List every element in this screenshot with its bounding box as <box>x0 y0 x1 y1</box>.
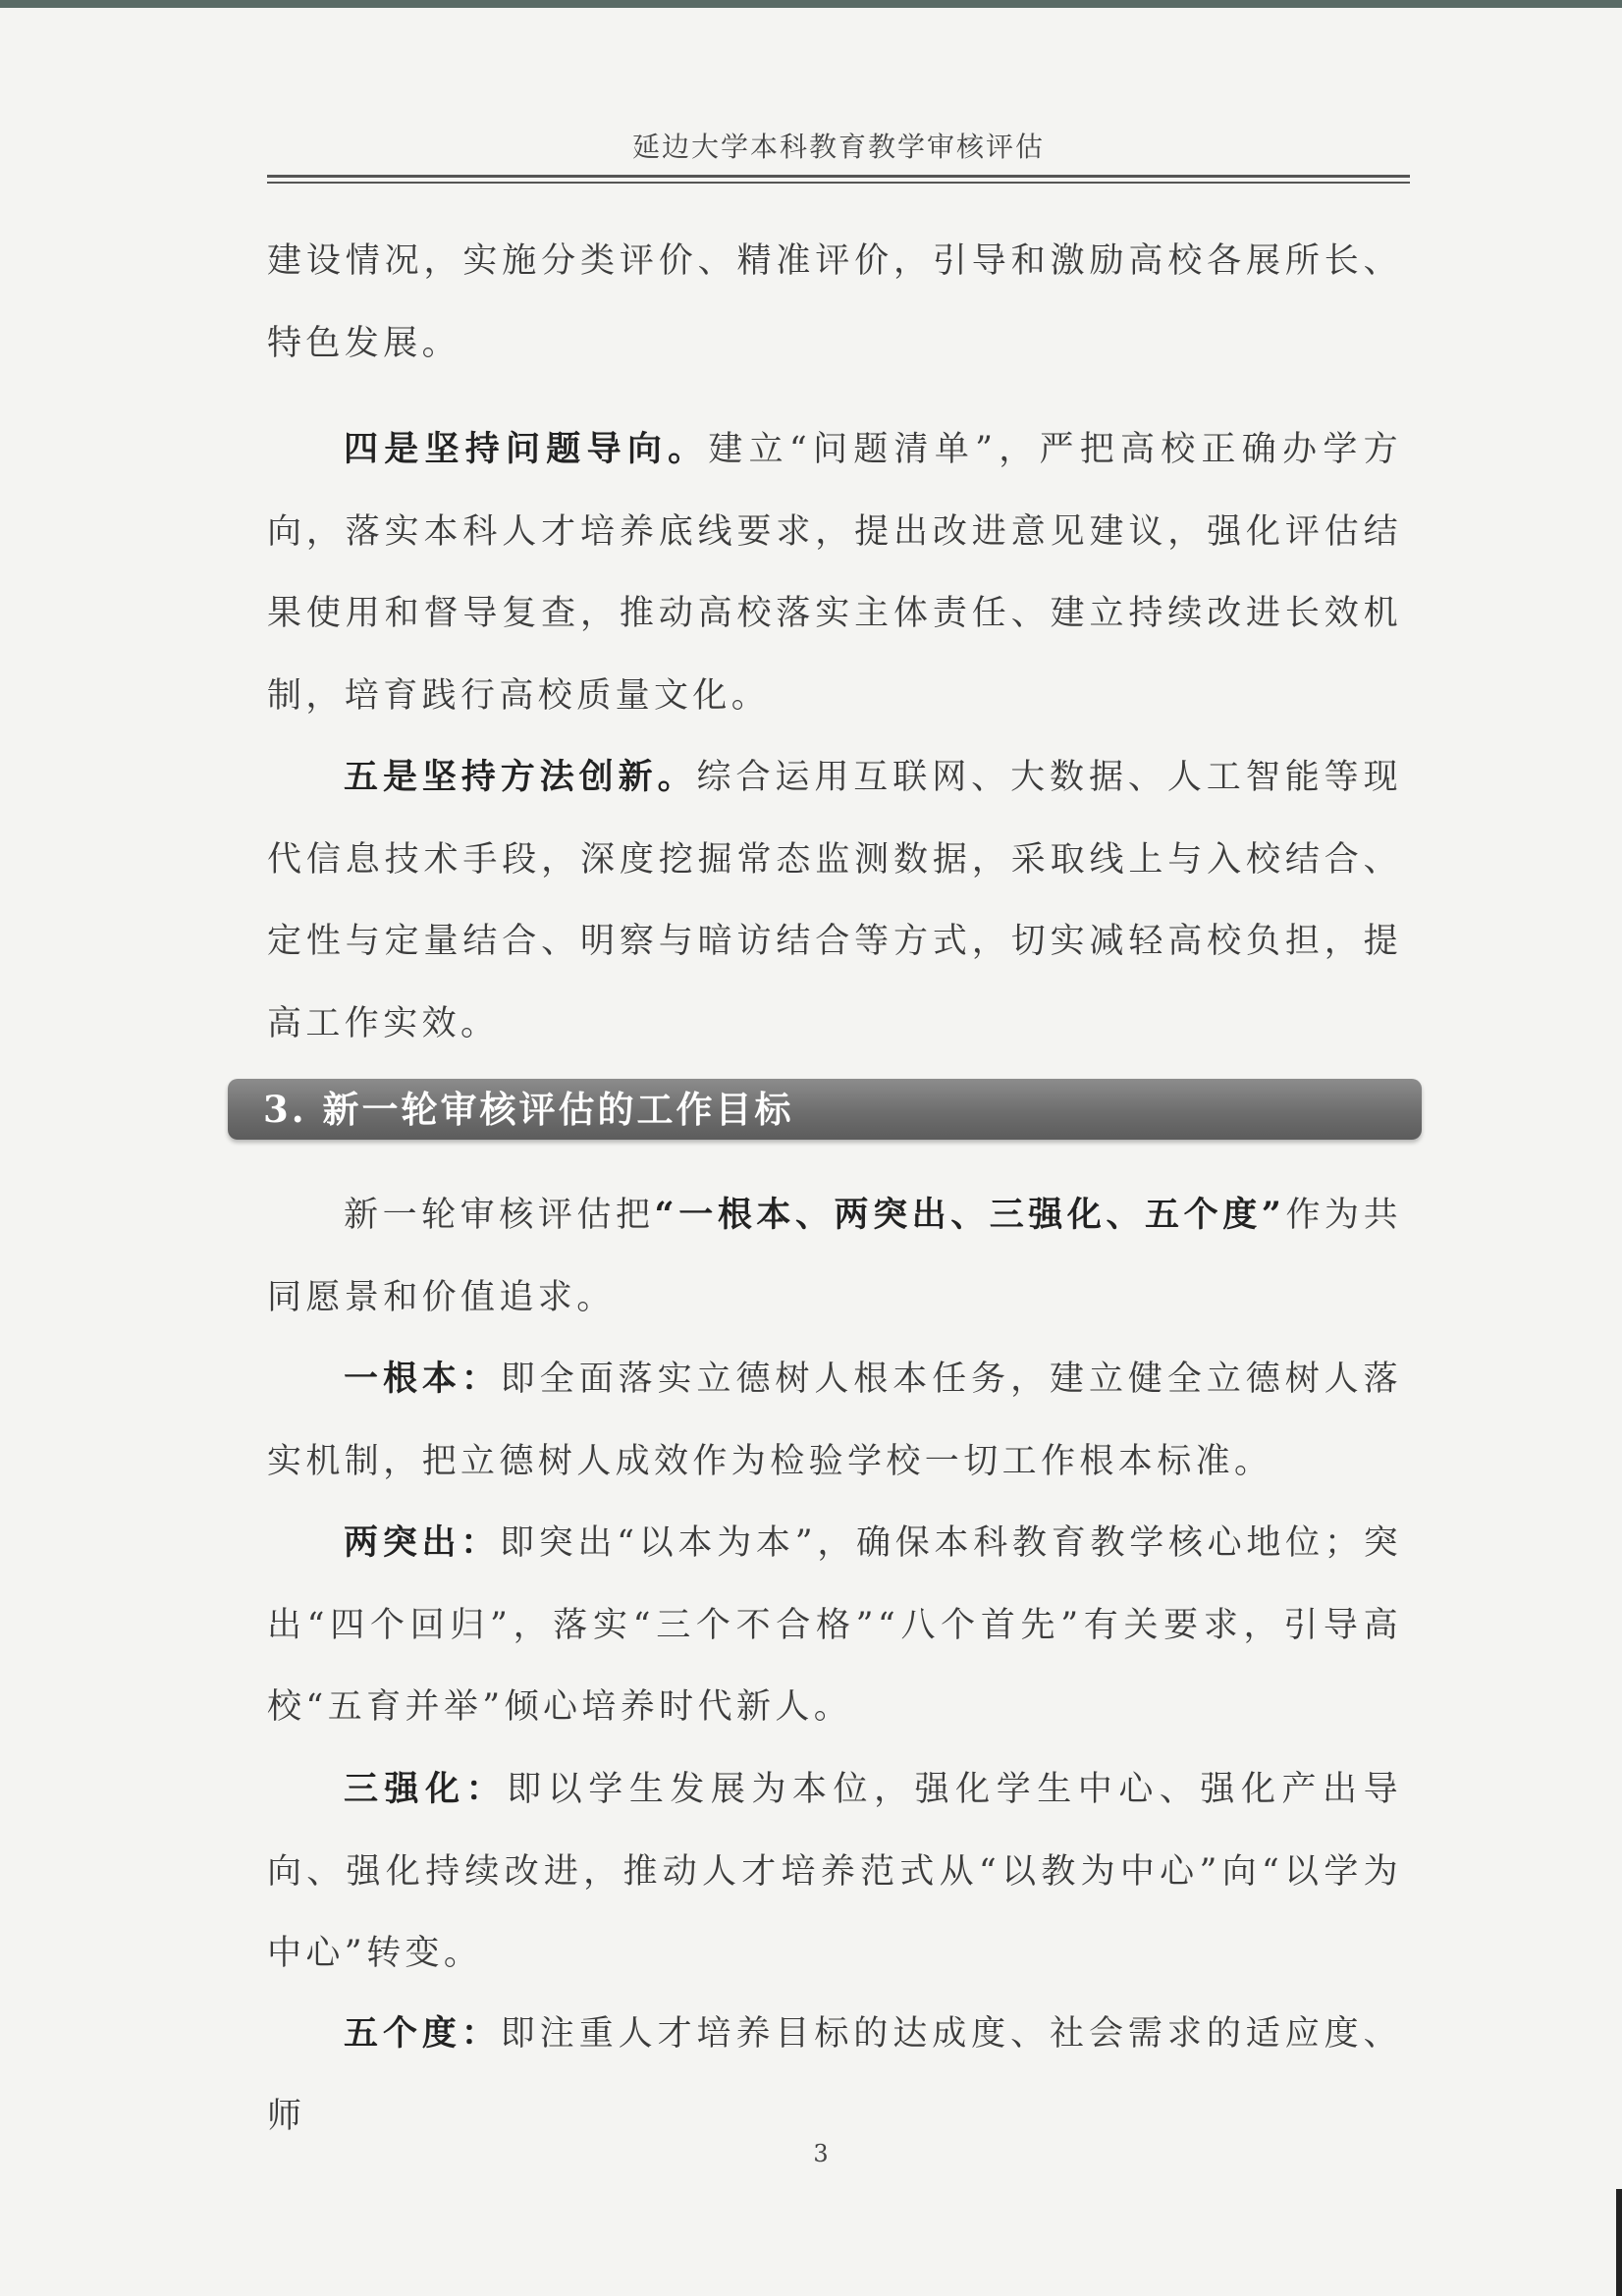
paragraph-lead: 五个度： <box>344 2013 501 2054</box>
paragraph-two-highlights <box>267 1502 1402 1749</box>
paragraph-text: 综合运用互联网、大数据、人工智能等现代信息技术手段，深度挖掘常态监测数据，采取线上与入校结合、定性与定量结合、明察与暗访结合等方式，切实减轻高校负担，提高工作实效。 <box>267 758 1402 1043</box>
paragraph-continuation <box>267 221 1402 385</box>
paragraph-lead: 两突出： <box>344 1522 500 1563</box>
paragraph-one-fundamental <box>267 1338 1402 1503</box>
paragraph-text: 新一轮审核评估把 <box>344 1196 655 1235</box>
page-number: 3 <box>813 2140 829 2167</box>
paragraph-goals-intro <box>267 1174 1402 1339</box>
paragraph-text: 即注重人才培养目标的达成度、社会需求的适应度、师 <box>267 2014 1403 2136</box>
scan-right-edge <box>1616 2189 1622 2296</box>
paragraph-method-innovation <box>267 736 1402 1065</box>
paragraph-text: 建设情况，实施分类评价、精准评价，引导和激励高校各展所长、特色发展。 <box>267 241 1402 363</box>
scan-top-edge <box>0 0 1622 8</box>
paragraph-text: 即突出“以本为本”，确保本科教育教学核心地位；突出“四个回归”，落实“三个不合格”“八个首先”有关要求，引导高校“五育并举”倾心培养时代新人。 <box>267 1523 1402 1727</box>
paragraph-lead: 一根本： <box>344 1359 501 1399</box>
running-header: 延边大学本科教育教学审核评估 <box>631 131 1045 163</box>
paragraph-emphasis: “一根本、两突出、三强化、五个度” <box>654 1195 1286 1235</box>
section-heading: 3. 新一轮审核评估的工作目标 <box>263 1088 794 1131</box>
header-rule <box>267 175 1410 178</box>
paragraph-problem-orientation <box>267 408 1402 737</box>
paragraph-text: 建立“问题清单”，严把高校正确办学方向，落实本科人才培养底线要求，提出改进意见建议，强化评估结果使用和督导复查，推动高校落实主体责任、建立持续改进长效机制，培育践行高校质量文化。 <box>267 430 1402 716</box>
paragraph-text: 即以学生发展为本位，强化学生中心、强化产出导向、强化持续改进，推动人才培养范式从“以教为中心”向“以学为中心”转变。 <box>267 1770 1402 1973</box>
paragraph-text: 即全面落实立德树人根本任务，建立健全立德树人落实机制，把立德树人成效作为检验学校一切工作根本标准。 <box>267 1360 1403 1481</box>
paragraph-lead: 五是坚持方法创新。 <box>344 757 697 797</box>
paragraph-text: 作为共同愿景和价值追求。 <box>267 1196 1402 1317</box>
header-rule-thin <box>267 182 1410 184</box>
paragraph-lead: 三强化： <box>344 1769 508 1809</box>
paragraph-five-degrees <box>267 1993 1402 2158</box>
paragraph-lead: 四是坚持问题导向。 <box>344 429 709 469</box>
paragraph-three-strengthenings <box>267 1748 1402 1996</box>
